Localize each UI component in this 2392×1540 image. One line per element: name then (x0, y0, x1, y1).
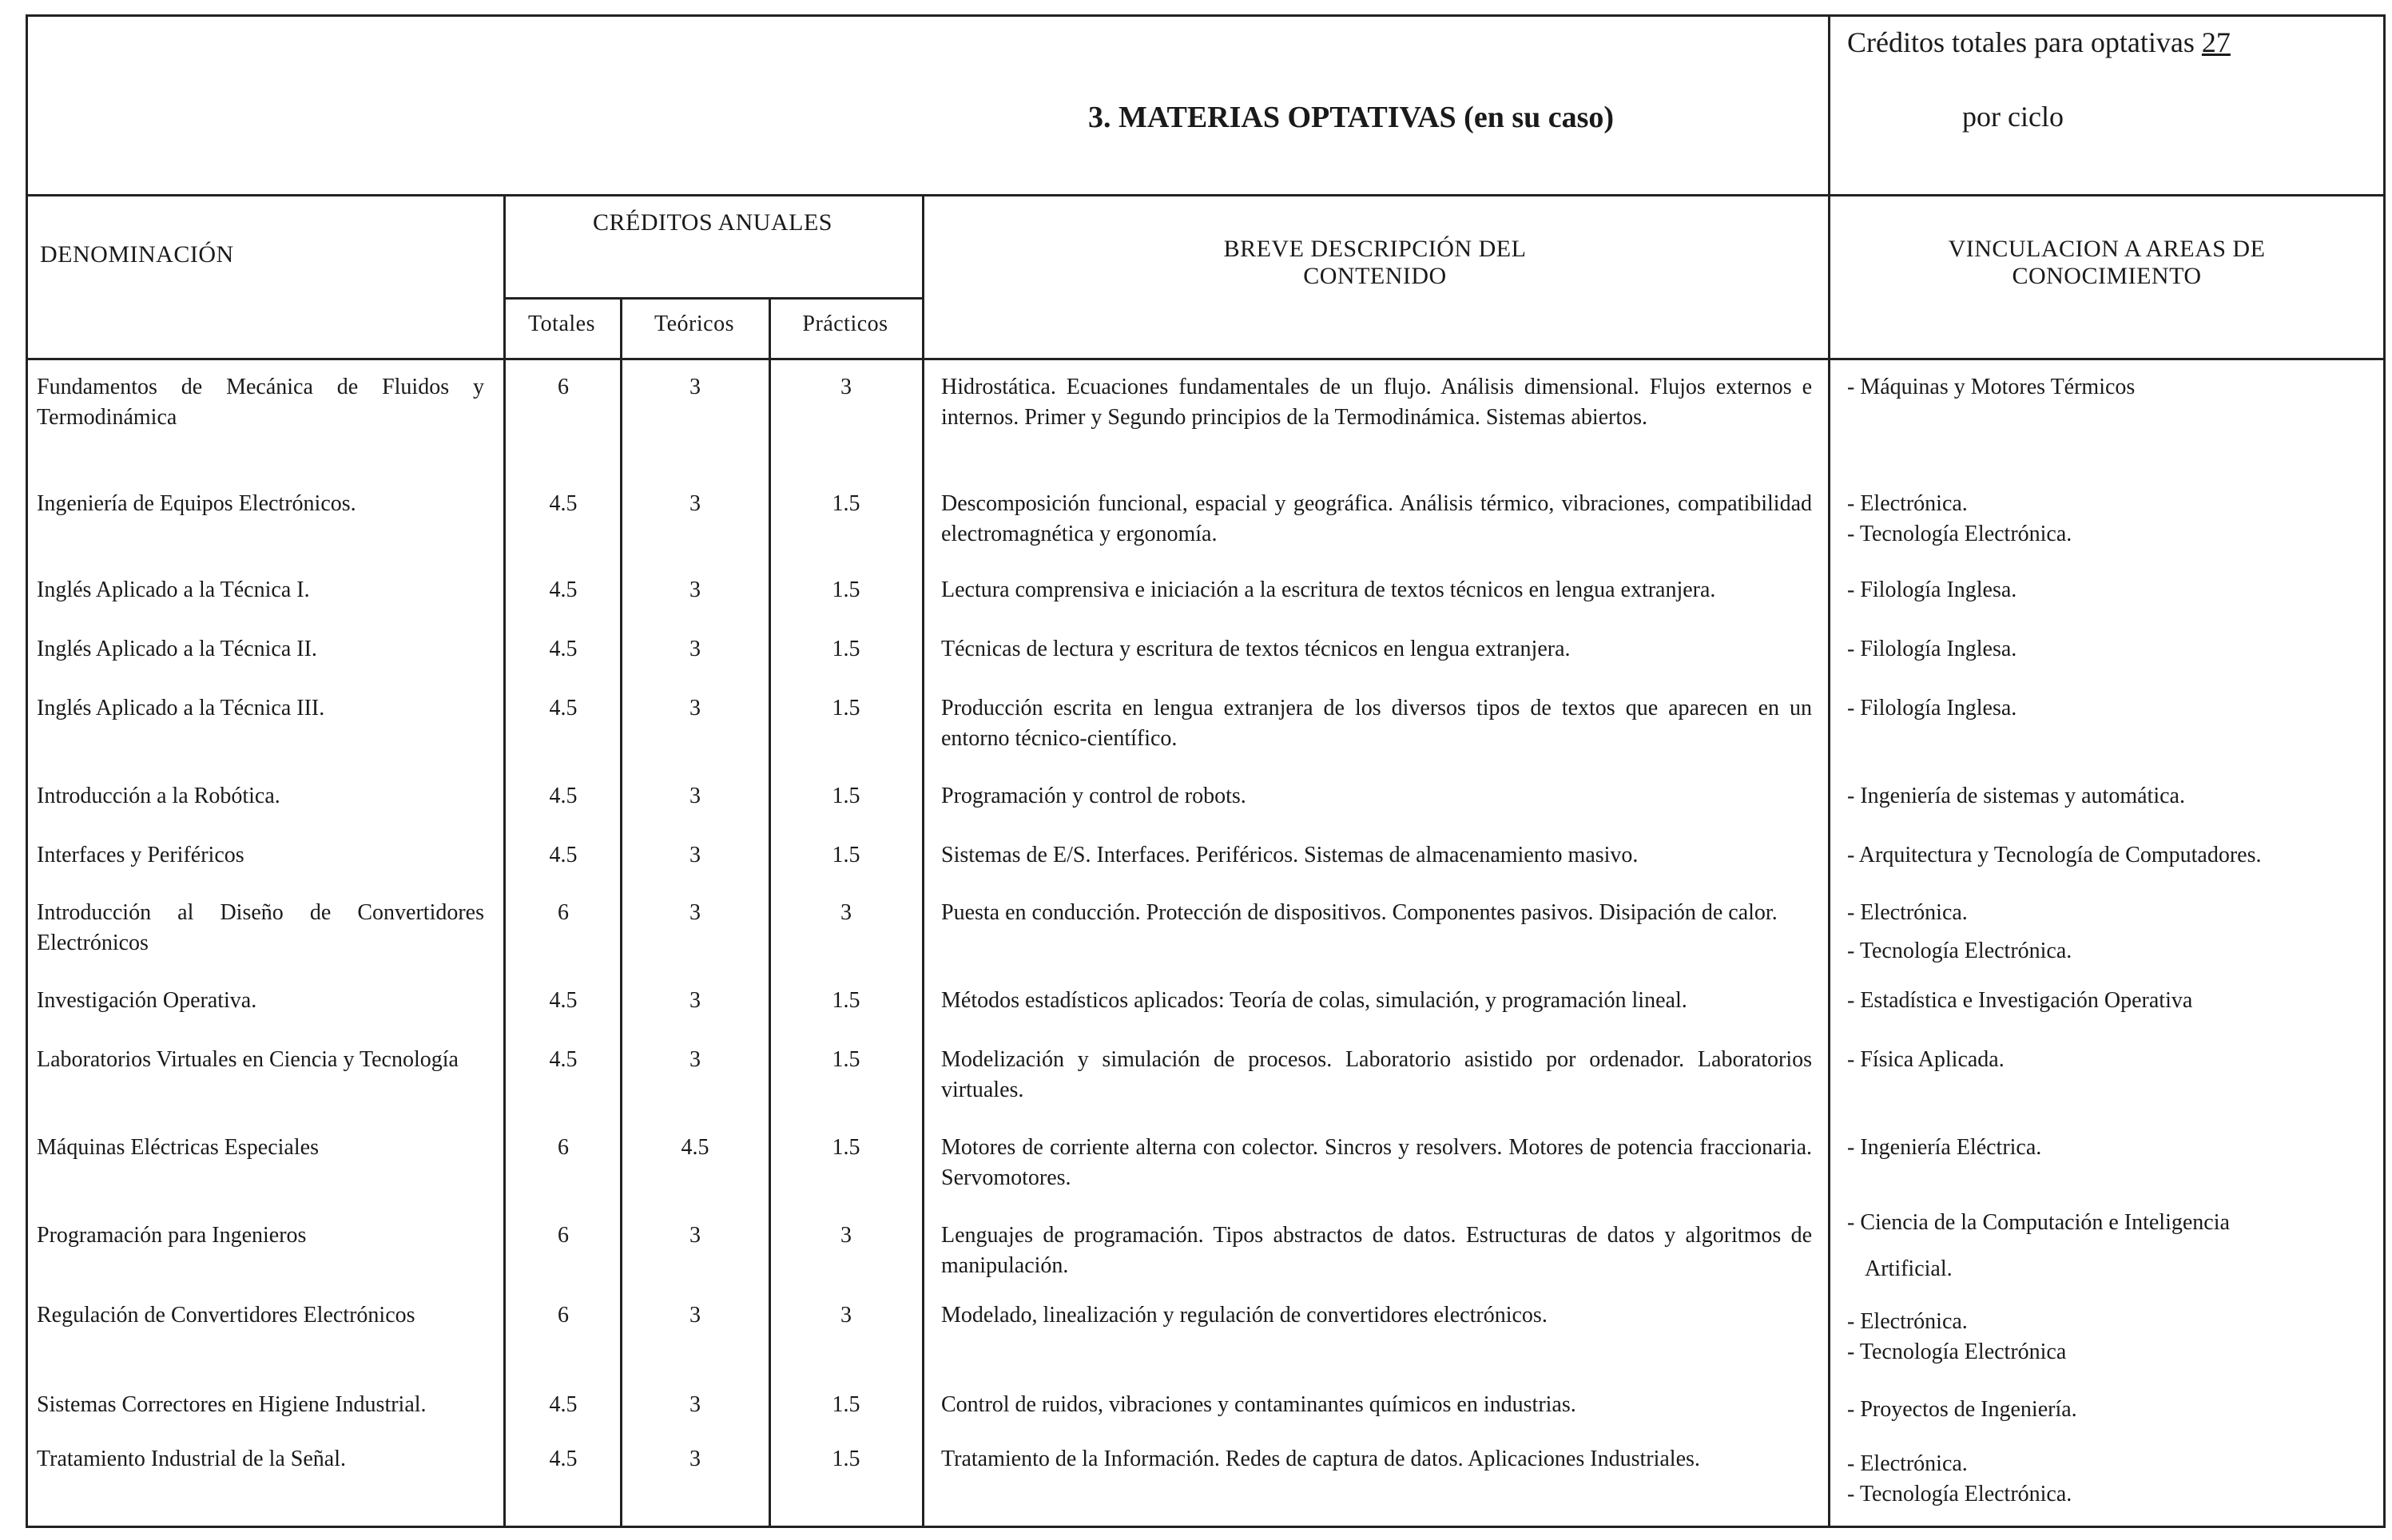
credits-practice: 1.5 (832, 988, 860, 1013)
divider (769, 297, 771, 1528)
credits-total: 4.5 (549, 784, 578, 808)
title-suffix: (en su caso) (1464, 101, 1615, 134)
subject-name: Regulación de Convertidores Electrónicos (37, 1303, 415, 1328)
credits-theory: 3 (689, 784, 701, 808)
area-item: - Tecnología Electrónica. (1847, 1482, 2072, 1506)
area-item: - Filología Inglesa. (1847, 637, 2017, 661)
area-item: - Arquitectura y Tecnología de Computadores. (1847, 843, 2262, 867)
credits-theory: 3 (689, 1303, 701, 1328)
subject-name: Interfaces y Periféricos (37, 843, 244, 867)
knowledge-areas (1847, 489, 2374, 550)
knowledge-areas (1847, 693, 2374, 724)
credits-practice: 1.5 (832, 784, 860, 808)
knowledge-areas (1847, 1395, 2374, 1425)
credits-total: 6 (558, 1303, 569, 1328)
credits-practice: 1.5 (832, 1135, 860, 1160)
subject-description: Control de ruidos, vibraciones y contaminantes químicos en industrias. (941, 1392, 1576, 1417)
subject-description: Puesta en conducción. Protección de dispositivos. Componentes pasivos. Disipación de calor. (941, 900, 1778, 925)
subject-description: Tratamiento de la Información. Redes de captura de datos. Aplicaciones Industriales. (941, 1447, 1700, 1471)
header-teoricos: Teóricos (654, 312, 734, 336)
knowledge-areas (1847, 1307, 2374, 1367)
area-item: - Tecnología Electrónica. (1847, 522, 2072, 546)
area-item: - Filología Inglesa. (1847, 578, 2017, 602)
subject-description: Modelado, linealización y regulación de convertidores electrónicos. (941, 1303, 1548, 1328)
credits-theory: 3 (689, 1047, 701, 1072)
credits-practice: 3 (840, 1303, 852, 1328)
header-creditos: CRÉDITOS ANUALES (593, 209, 832, 236)
area-item: - Ingeniería Eléctrica. (1847, 1135, 2042, 1160)
subject-description: Motores de corriente alterna con colector. Sincros y resolvers. Motores de potencia fraccionaria. Servomotores. (941, 1135, 1812, 1190)
subject-description: Programación y control de robots. (941, 784, 1246, 808)
subject-description: Lenguajes de programación. Tipos abstractos de datos. Estructuras de datos y algoritmos de manipulación. (941, 1223, 1812, 1278)
knowledge-areas (1847, 1045, 2374, 1075)
credits-practice: 3 (840, 900, 852, 925)
area-item: - Estadística e Investigación Operativa (1847, 988, 2193, 1013)
credits-theory: 3 (689, 696, 701, 720)
credits-practice: 1.5 (832, 1047, 860, 1072)
subject-name: Introducción a la Robótica. (37, 784, 280, 808)
knowledge-areas (1847, 372, 2374, 403)
subject-name: Ingeniería de Equipos Electrónicos. (37, 491, 356, 516)
header-practicos: Prácticos (802, 312, 888, 336)
knowledge-areas (1847, 1208, 2374, 1284)
credits-total: 4.5 (549, 491, 578, 516)
credits-practice: 1.5 (832, 1392, 860, 1417)
area-item: - Electrónica. (1847, 900, 1968, 925)
header-vinculacion-line-1: VINCULACION A AREAS DE (1948, 236, 2266, 262)
credits-label: Créditos totales para optativas (1847, 26, 2195, 58)
credits-theory: 3 (689, 843, 701, 867)
credits-theory: 4.5 (681, 1135, 709, 1160)
subject-name: Inglés Aplicado a la Técnica II. (37, 637, 317, 661)
knowledge-areas (1847, 898, 2374, 966)
subject-description: Descomposición funcional, espacial y geográfica. Análisis térmico, vibraciones, compatibilidad electromagnética y ergonomía. (941, 491, 1812, 546)
credits-theory: 3 (689, 1223, 701, 1248)
knowledge-areas (1847, 986, 2374, 1016)
area-item: - Proyectos de Ingeniería. (1847, 1397, 2077, 1422)
title-text: 3. MATERIAS OPTATIVAS (1088, 101, 1456, 134)
per-cycle-label: por ciclo (1962, 101, 2064, 133)
header-descripcion-line-2: CONTENIDO (1303, 263, 1447, 289)
credits-total: 4.5 (549, 1047, 578, 1072)
header-denominacion: DENOMINACIÓN (40, 241, 234, 268)
subject-description: Lectura comprensiva e iniciación a la escritura de textos técnicos en lengua extranjera. (941, 578, 1716, 602)
header-descripcion (922, 236, 1828, 290)
subject-description: Métodos estadísticos aplicados: Teoría de colas, simulación, y programación lineal. (941, 988, 1687, 1013)
subject-name: Introducción al Diseño de Convertidores Electrónicos (37, 900, 484, 955)
credits-theory: 3 (689, 578, 701, 602)
area-item: - Ingeniería de sistemas y automática. (1847, 784, 2185, 808)
area-item: - Electrónica. (1847, 1309, 1968, 1334)
area-item: - Electrónica. (1847, 491, 1968, 516)
subject-description: Producción escrita en lengua extranjera de los diversos tipos de textos que aparecen en un entorno técnico-científico. (941, 696, 1812, 751)
subject-description: Hidrostática. Ecuaciones fundamentales de un flujo. Análisis dimensional. Flujos externos e internos. Primer y Segundo principios de la Termodinámica. Sistemas abiertos. (941, 375, 1812, 430)
divider (922, 194, 924, 1528)
page-title (1088, 100, 1614, 135)
credits-theory: 3 (689, 988, 701, 1013)
area-item: - Tecnología Electrónica (1847, 1340, 2067, 1364)
subject-name: Tratamiento Industrial de la Señal. (37, 1447, 346, 1471)
subject-name: Inglés Aplicado a la Técnica III. (37, 696, 325, 720)
subject-name: Máquinas Eléctricas Especiales (37, 1135, 319, 1160)
credits-theory: 3 (689, 1392, 701, 1417)
credits-total: 6 (558, 1223, 569, 1248)
credits-value: 27 (2201, 26, 2231, 58)
credits-theory: 3 (689, 1447, 701, 1471)
subject-name: Programación para Ingenieros (37, 1223, 307, 1248)
area-item: - Máquinas y Motores Térmicos (1847, 375, 2136, 399)
credits-practice: 3 (840, 1223, 852, 1248)
subject-description: Técnicas de lectura y escritura de textos técnicos en lengua extranjera. (941, 637, 1571, 661)
credits-total: 4.5 (549, 988, 578, 1013)
divider (503, 194, 506, 1528)
credits-theory: 3 (689, 900, 701, 925)
credits-practice: 1.5 (832, 696, 860, 720)
credits-theory: 3 (689, 375, 701, 399)
knowledge-areas (1847, 781, 2374, 812)
divider (503, 297, 922, 300)
subject-description: Sistemas de E/S. Interfaces. Periféricos. Sistemas de almacenamiento masivo. (941, 843, 1639, 867)
header-vinculacion (1828, 236, 2386, 290)
divider (620, 297, 622, 1528)
header-totales: Totales (528, 312, 595, 336)
area-item: - Física Aplicada. (1847, 1047, 2005, 1072)
knowledge-areas (1847, 575, 2374, 605)
divider (26, 358, 2386, 360)
subject-name: Inglés Aplicado a la Técnica I. (37, 578, 310, 602)
credits-practice: 1.5 (832, 491, 860, 516)
subject-name: Laboratorios Virtuales en Ciencia y Tecnología (37, 1047, 459, 1072)
credits-theory: 3 (689, 637, 701, 661)
subject-name: Fundamentos de Mecánica de Fluidos y Termodinámica (37, 375, 484, 430)
header-descripcion-line-1: BREVE DESCRIPCIÓN DEL (1223, 236, 1527, 262)
header-vinculacion-line-2: CONOCIMIENTO (2012, 263, 2202, 289)
subject-description: Modelización y simulación de procesos. Laboratorio asistido por ordenador. Laboratorios virtuales. (941, 1047, 1812, 1102)
credits-practice: 1.5 (832, 1447, 860, 1471)
credits-total: 4.5 (549, 843, 578, 867)
divider (26, 194, 2386, 196)
credits-total: 4.5 (549, 1447, 578, 1471)
credits-total: 4.5 (549, 578, 578, 602)
area-item: - Electrónica. (1847, 1451, 1968, 1476)
credits-practice: 1.5 (832, 637, 860, 661)
credits-practice: 1.5 (832, 843, 860, 867)
knowledge-areas (1847, 840, 2374, 871)
credits-total: 4.5 (549, 696, 578, 720)
knowledge-areas (1847, 1449, 2374, 1510)
area-item: - Ciencia de la Computación e Inteligencia (1847, 1210, 2230, 1235)
subject-name: Investigación Operativa. (37, 988, 257, 1013)
credits-total: 6 (558, 375, 569, 399)
area-item: - Filología Inglesa. (1847, 696, 2017, 720)
subject-name: Sistemas Correctores en Higiene Industrial. (37, 1392, 427, 1417)
credits-theory: 3 (689, 491, 701, 516)
knowledge-areas (1847, 1133, 2374, 1163)
credits-practice: 3 (840, 375, 852, 399)
optional-credits-line (1847, 26, 2231, 59)
area-item: - Tecnología Electrónica. (1847, 939, 2072, 963)
credits-total: 4.5 (549, 1392, 578, 1417)
credits-total: 4.5 (549, 637, 578, 661)
credits-practice: 1.5 (832, 578, 860, 602)
credits-total: 6 (558, 900, 569, 925)
credits-total: 6 (558, 1135, 569, 1160)
area-item: Artificial. (1865, 1256, 1953, 1281)
knowledge-areas (1847, 634, 2374, 665)
